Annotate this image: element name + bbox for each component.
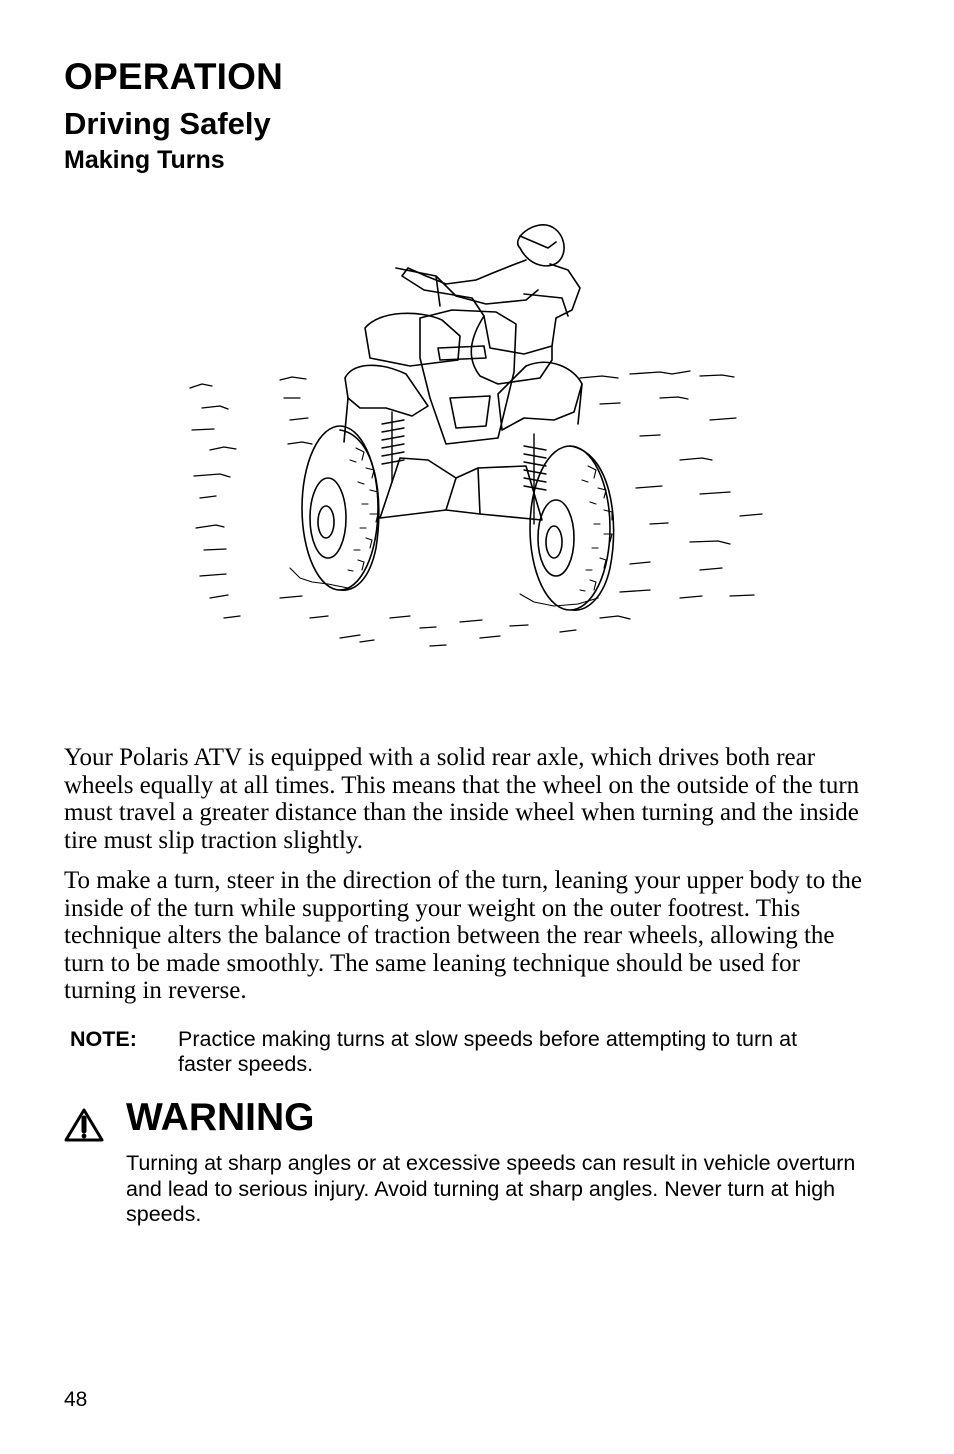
body-paragraph-1: Your Polaris ATV is equipped with a solid rear axle, which drives both rear wheels equally at all times. This means that the wheel on the outside of the turn must travel a greater distance than the inside wheel when turning and the inside tire must slip traction slightly. (64, 744, 860, 854)
topic-title: Making Turns (64, 146, 225, 174)
front-right-tire (530, 446, 614, 610)
subsection-title: Driving Safely (64, 106, 271, 141)
warning-text: Turning at sharp angles or at excessive speeds can result in vehicle overturn and lead to serious injury. Avoid turning at sharp angles. Never turn at high speeds. (126, 1151, 856, 1226)
body-paragraph-2: To make a turn, steer in the direction of the turn, leaning your upper body to the inside of the turn while supporting your weight on the outer footrest. This technique alters the balance of traction between the rear wheels, allowing the turn to be made smoothly. The same leaning technique should be used for turning in reverse. (64, 867, 863, 1004)
atv-illustration (180, 198, 790, 660)
front-left-tire (302, 426, 379, 590)
warning-triangle-icon (64, 1108, 104, 1142)
warning-title: WARNING (126, 1096, 315, 1139)
page-number: 48 (64, 1388, 88, 1411)
section-title: OPERATION (64, 56, 284, 97)
note-label: NOTE: (70, 1027, 137, 1051)
note-text: Practice making turns at slow speeds before attempting to turn at faster speeds. (178, 1027, 798, 1076)
ground-texture (190, 371, 762, 646)
